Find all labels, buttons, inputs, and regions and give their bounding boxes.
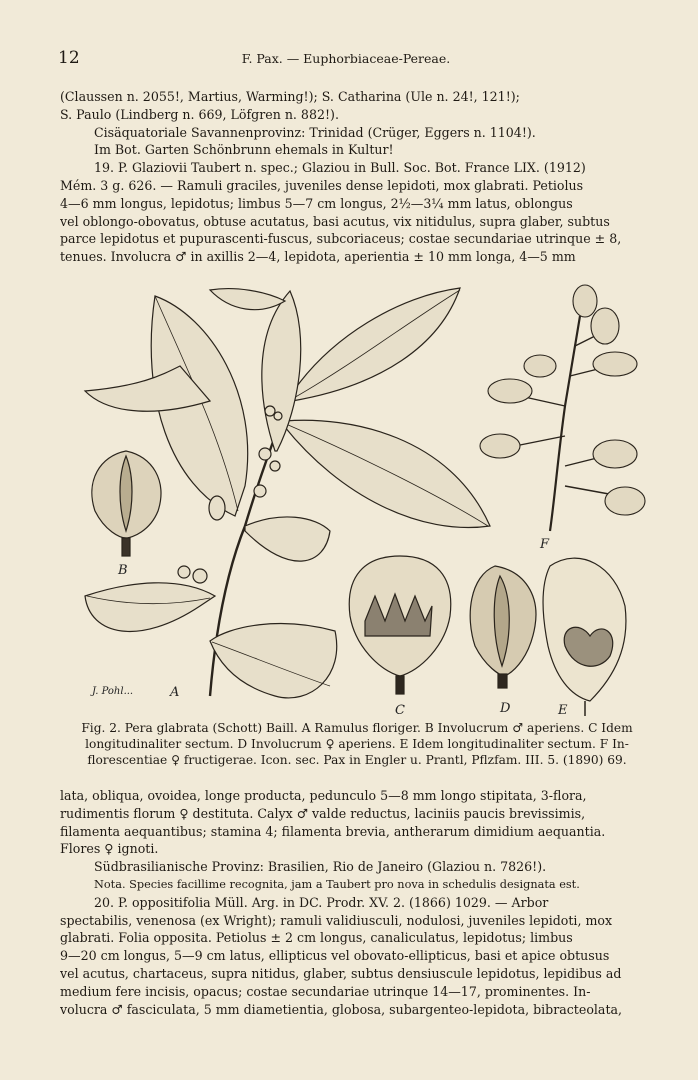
botanical-illustration xyxy=(60,276,654,716)
involucrum-d-drawing xyxy=(470,566,536,688)
text-line: medium fere incisis, opacus; costae secundariae utrinque 14—17, prominentes. In- xyxy=(60,983,591,999)
text-line: filamenta aequantibus; stamina 4; filamenta brevia, antherarum dimidium aequantia. xyxy=(60,823,606,839)
running-title: F. Pax. — Euphorbiaceae-Pereae. xyxy=(241,51,451,66)
text-line: 4—6 mm longus, lepidotus; limbus 5—7 cm longus, 2½—3¼ mm latus, oblongus xyxy=(60,195,573,211)
text-line: 9—20 cm longus, 5—9 cm latus, ellipticus vel obovato-ellipticus, basi et apice obtusus xyxy=(60,948,610,964)
artist-signature: J. Pohl... xyxy=(92,686,134,697)
species-heading: 19. P. Glaziovii Taubert n. spec.; Glaziou in Bull. Soc. Bot. France LIX. (1912) xyxy=(94,160,586,176)
page-header xyxy=(58,48,634,70)
text-line: (Claussen n. 2055!, Martius, Warming!); S. Catharina (Ule n. 24!, 121!); xyxy=(60,89,520,104)
text-line: Nota. Species facillime recognita, jam a Taubert pro nova in schedulis designata est. xyxy=(94,877,580,891)
text-line: Südbrasilianische Provinz: Brasilien, Rio de Janeiro (Glaziou n. 7826!). xyxy=(94,859,547,875)
label-b: B xyxy=(118,563,128,578)
top-text-block xyxy=(60,88,654,266)
label-a: A xyxy=(170,685,180,700)
text-line: parce lepidotus et pupurascenti-fuscus, subcoriaceus; costae secundariae utrinque ± 8, xyxy=(60,231,622,247)
label-c: C xyxy=(395,703,405,716)
label-e: E xyxy=(558,703,568,716)
text-line: tenues. Involucra ♂ in axillis 2—4, lepidota, aperientia ± 10 mm longa, 4—5 mm xyxy=(60,249,576,265)
caption-line: florescentiae ♀ fructigerae. Icon. sec. Pax in Engler u. Prantl, Pflzfam. III. 5. (1890) 69. xyxy=(87,753,627,767)
page-number: 12 xyxy=(58,48,80,68)
text-line: vel oblongo-obovatus, obtuse acutatus, basi acutus, vix nitidulus, supra glaber, subtus xyxy=(60,213,610,229)
caption-line: Fig. 2. Pera glabrata (Schott) Baill. A Ramulus floriger. B Involucrum ♂ aperiens. C Idem xyxy=(81,721,633,735)
caption-line: longitudinaliter sectum. D Involucrum ♀ aperiens. E Idem longitudinaliter sectum. F In- xyxy=(85,737,629,751)
inflorescence-f-drawing xyxy=(480,285,645,531)
text-line: rudimentis florum ♀ destituta. Calyx ♂ valde reductus, laciniis paucis brevissimis, xyxy=(60,805,586,821)
text-line: Cisäquatoriale Savannenprovinz: Trinidad (Crüger, Eggers n. 1104!). xyxy=(94,124,536,140)
involucrum-b-drawing xyxy=(92,451,161,556)
involucrum-c-drawing xyxy=(349,556,451,694)
text-line: Mém. 3 g. 626. — Ramuli graciles, juveniles dense lepidoti, mox glabrati. Petiolus xyxy=(60,177,584,193)
text-line: spectabilis, venenosa (ex Wright); ramuli validiusculi, nodulosi, juveniles lepidoti, mox xyxy=(60,912,613,928)
involucrum-e-drawing xyxy=(543,558,626,716)
text-line: vel acutus, chartaceus, supra nitidus, glaber, subtus densiuscule lepidotus, lepidibus ad xyxy=(60,965,622,981)
text-line: glabrati. Folia opposita. Petiolus ± 2 cm longus, canaliculatus, lepidotus; limbus xyxy=(60,930,573,946)
text-line: Im Bot. Garten Schönbrunn ehemals in Kultur! xyxy=(94,142,394,158)
label-f: F xyxy=(540,537,550,552)
text-line: volucra ♂ fasciculata, 5 mm diametientia, globosa, subargenteo-lepidota, bibracteolata, xyxy=(60,1001,623,1017)
bottom-text-block xyxy=(60,787,654,1018)
label-d: D xyxy=(500,701,511,716)
species-heading: 20. P. oppositifolia Müll. Arg. in DC. Prodr. XV. 2. (1866) 1029. — Arbor xyxy=(94,894,549,910)
illustration-svg xyxy=(60,276,654,716)
text-line: S. Paulo (Lindberg n. 669, Löfgren n. 882!). xyxy=(60,106,339,122)
text-line: Flores ♀ ignoti. xyxy=(60,841,159,857)
text-line: lata, obliqua, ovoidea, longe producta, pedunculo 5—8 mm longo stipitata, 3-flora, xyxy=(60,788,587,803)
figure-caption xyxy=(60,720,654,768)
